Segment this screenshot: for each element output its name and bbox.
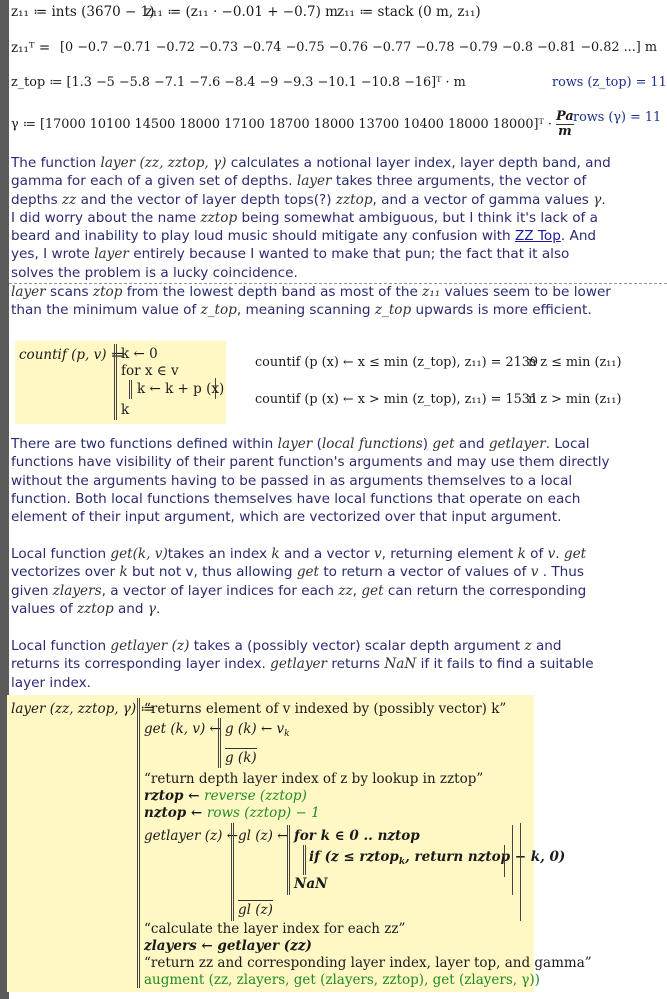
get-g-def-text: g (k) ← v: [225, 721, 285, 737]
p1-text-i: . And yes, I wrote: [11, 228, 597, 263]
p4-gamma: γ: [147, 600, 156, 617]
p1-text-d: and the vector of layer depth tops(?): [76, 191, 336, 208]
p5-text-c: and returns its corresponding layer index.: [11, 638, 562, 673]
p1-text-j: entirely because I wanted to make that pun; the fact that it also solves the problem is a lucky coincidence.: [11, 246, 570, 281]
gamma-unit: [556, 110, 574, 139]
countif-eval-gt[interactable]: countif (p (x) ← x > min (z_top), z₁₁) = 1531: [255, 392, 539, 407]
rztop-rhs: reverse (zztop): [204, 788, 307, 804]
p4-text-e: of: [525, 546, 548, 562]
p4-zz: zz: [338, 582, 353, 599]
countif-line-1[interactable]: k ← 0: [121, 346, 158, 362]
gl-for-bar-right: [504, 845, 505, 877]
countif-head[interactable]: countif (p, v) ≔: [19, 347, 125, 363]
p3-layer: layer: [277, 436, 313, 452]
p5-getlayer2: getlayer: [270, 656, 328, 673]
nztop-def[interactable]: [144, 805, 320, 821]
p2-text-b: from the lowest depth band as most of the: [122, 284, 423, 300]
gl-program-bar-right: [512, 825, 513, 895]
p4-text-c: and a vector: [279, 546, 374, 562]
get-program-bar: [218, 718, 221, 768]
p4-get: get: [563, 546, 587, 562]
getlayer-program-bar: [231, 823, 234, 921]
p1-text-c: takes three arguments, the vector of depths: [11, 173, 587, 208]
rztop-def[interactable]: [144, 788, 307, 804]
p2-text-d: , meaning scanning: [236, 302, 375, 319]
nztop-lhs: nztop ←: [144, 805, 207, 821]
ztop-rows: rows (z_top) = 11: [552, 75, 667, 90]
p1-layer-3: layer: [94, 246, 129, 263]
p2-text-a: scans: [45, 284, 93, 300]
p3-get: get: [432, 436, 455, 452]
p1-zz: zz: [61, 191, 77, 208]
p4-text-j: . Thus given: [11, 564, 584, 599]
z11-def[interactable]: z₁₁ ≔ ints (3670 − 1): [11, 4, 155, 20]
p4-text-i: to return a vector of values of: [319, 564, 531, 581]
p5-text-a: Local function: [11, 638, 111, 654]
nztop-rhs: rows (zztop) − 1: [206, 805, 320, 821]
get-def[interactable]: get (k, v) ←: [144, 721, 221, 737]
countif-line-3[interactable]: k ← k + p (x): [137, 381, 225, 397]
gl-if-text-2: , return nztop − k, 0): [405, 849, 566, 865]
p3-text-e: . Local functions have visibility of their parent function's arguments and may use them directly without the arguments having to be passed in as arguments themselves to a local function. Both local functions themselves have local functions that operate on each element of their input argument, which are vectorized over that input argument.: [11, 436, 610, 526]
p4-v: v: [373, 546, 382, 562]
gl-if-sub: k: [398, 857, 406, 867]
countif-line-2[interactable]: for x ∈ v: [121, 363, 179, 379]
p2-ztop-3: z_top: [374, 302, 412, 319]
layer-comment-depth[interactable]: “return depth layer index of z by lookup in zztop”: [144, 771, 484, 787]
p3-text-c: ): [422, 436, 433, 452]
layer-comment-return[interactable]: “return zz and corresponding layer index, layer top, and gamma”: [144, 955, 592, 971]
p2-layer: layer: [11, 284, 46, 300]
z11-transpose-lhs[interactable]: z₁₁ᵀ =: [11, 40, 51, 56]
p4-k3: k: [119, 564, 128, 581]
p4-text-o: .: [156, 600, 161, 617]
z11-transpose-values: [0 −0.7 −0.71 −0.72 −0.73 −0.74 −0.75 −0.76 −0.77 −0.78 −0.79 −0.8 −0.81 −0.82 ...] m: [60, 40, 657, 55]
p3-local: local functions: [321, 436, 423, 452]
countif-line-4[interactable]: k: [121, 402, 130, 418]
countif-program-bar: [114, 344, 117, 420]
p5-text-b: takes a (possibly vector) scalar depth argument: [189, 638, 525, 654]
p5-text-d: returns: [327, 656, 385, 673]
gl-for-bar: [303, 845, 306, 875]
layer-program-bar: [137, 698, 140, 988]
gamma-def-text: γ ≔ [17000 10100 14500 18000 17100 18700 18000 13700 10400 18000 18000]ᵀ ·: [11, 117, 552, 132]
p4-text-a: Local function: [11, 546, 111, 562]
p2-text-c: values seem to be lower than the minimum value of: [11, 284, 611, 319]
p4-text-k4: , a vector of layer indices for each: [101, 582, 339, 599]
p4-get2: get: [296, 564, 320, 581]
gl-vectorized[interactable]: gl (z): [238, 902, 273, 918]
p1-zztop: zztop: [335, 191, 373, 208]
ztop-def[interactable]: z_top ≔ [1.3 −5 −5.8 −7.1 −7.6 −8.4 −9 −9.3 −10.1 −10.8 −16]ᵀ · m: [11, 75, 466, 90]
countif-eval-le[interactable]: countif (p (x) ← x ≤ min (z_top), z₁₁) = 2139: [255, 355, 539, 370]
p4-getkv: get(k, v): [110, 546, 168, 562]
gamma-rows: rows (γ) = 11: [573, 110, 662, 125]
p4-v2: v: [547, 546, 556, 562]
gamma-unit-den: m: [558, 124, 572, 139]
get-g-vectorized[interactable]: g (k): [225, 750, 257, 766]
p4-zztop: zztop: [76, 600, 114, 617]
rztop-lhs: rztop ←: [144, 788, 205, 804]
layer-comment-get[interactable]: “returns element of v indexed by (possibly vector) k”: [144, 701, 507, 717]
gl-nan[interactable]: NaN: [294, 876, 328, 892]
p1-gamma: γ: [593, 191, 602, 208]
para-local-functions: [11, 435, 611, 526]
p3-text-d: and: [454, 436, 489, 452]
gamma-def[interactable]: [11, 110, 574, 139]
p5-nan: NaN: [384, 656, 417, 673]
p2-z11: z₁₁: [422, 284, 441, 300]
layer-fn-head[interactable]: layer (zz, zztop, γ) ≔: [11, 701, 155, 717]
getlayer-def[interactable]: getlayer (z) ←: [144, 828, 239, 844]
p4-text-b: takes an index: [167, 546, 272, 562]
p5-z: z: [524, 638, 532, 654]
p1-text-h: being somewhat ambiguous, but I think it's lack of a beard and inability to play loud music should mitigate any confusion with: [11, 209, 598, 245]
augment-return[interactable]: augment (zz, zlayers, get (zlayers, zztop), get (zlayers, γ)): [144, 972, 540, 988]
p3-text-a: There are two functions defined within: [11, 436, 278, 452]
p1-layer-fn: layer (zz, zztop, γ): [100, 155, 227, 171]
p4-text-l: ,: [352, 582, 362, 599]
p3-text-b: (: [312, 436, 322, 452]
z11-stack-def[interactable]: z₁₁ ≔ stack (0 m, z₁₁): [337, 4, 481, 20]
countif-note-le: n z ≤ min (z₁₁): [528, 355, 622, 370]
gl-if[interactable]: [309, 849, 565, 867]
p2-text-e: upwards is more efficient.: [411, 302, 592, 319]
p4-k2: k: [517, 546, 526, 562]
p4-get3: get: [361, 582, 384, 599]
layer-comment-calc[interactable]: “calculate the layer index for each zz”: [144, 921, 406, 937]
p4-text-f: .: [555, 546, 564, 562]
get-g-def[interactable]: [225, 721, 290, 739]
p3-getlayer: getlayer: [488, 436, 546, 452]
gl-def[interactable]: gl (z) ←: [238, 828, 289, 844]
zlayers-def[interactable]: zlayers ← getlayer (zz): [144, 938, 312, 954]
get-g-def-sub: k: [284, 729, 290, 739]
gamma-unit-num: Pa: [556, 109, 574, 124]
para-layer-description: [11, 154, 611, 282]
countif-note-gt: n z > min (z₁₁): [528, 392, 622, 407]
p4-text-g: vectorizes over: [11, 564, 120, 581]
z11-scaled-def[interactable]: z₁₁ ≔ (z₁₁ · −0.01 + −0.7) m: [145, 4, 338, 20]
para-scan-note: [11, 283, 611, 320]
p2-ztop: ztop: [92, 284, 123, 300]
p1-text-a: The function: [11, 155, 101, 171]
p5-text-e: if it fails to find a suitable layer index.: [11, 656, 594, 691]
p4-k: k: [271, 546, 280, 562]
p1-text-f: . I did worry about the name: [11, 191, 606, 226]
gl-for-loop[interactable]: for k ∈ 0 .. nztop: [294, 828, 420, 844]
p1-text-e: , and a vector of gamma values: [372, 191, 594, 208]
p4-text-n: and: [113, 600, 148, 617]
gl-if-text: if (z ≤ rztop: [309, 849, 399, 865]
p4-text-m: can return the corresponding values of: [11, 582, 587, 617]
zz-top-link[interactable]: ZZ Top: [514, 228, 561, 245]
countif-loop-bar: [129, 380, 132, 399]
p4-text-d: , returning element: [381, 546, 518, 562]
p4-v3: v: [530, 564, 539, 581]
p4-zlayers: zlayers: [52, 582, 102, 599]
getlayer-program-bar-right: [520, 823, 521, 921]
p5-getlayer: getlayer (z): [110, 638, 190, 654]
gl-program-bar: [287, 825, 290, 895]
p4-text-h: but not v, thus allowing: [127, 564, 297, 581]
para-get-function: [11, 545, 611, 618]
para-getlayer-function: [11, 637, 611, 692]
p1-zztop-2: zztop: [200, 209, 238, 226]
p1-layer: layer: [296, 173, 332, 190]
p2-ztop-2: z_top: [200, 302, 237, 319]
p1-text-b: calculates a notional layer index, layer depth band, and gamma for each of a given set of depths.: [11, 155, 611, 190]
